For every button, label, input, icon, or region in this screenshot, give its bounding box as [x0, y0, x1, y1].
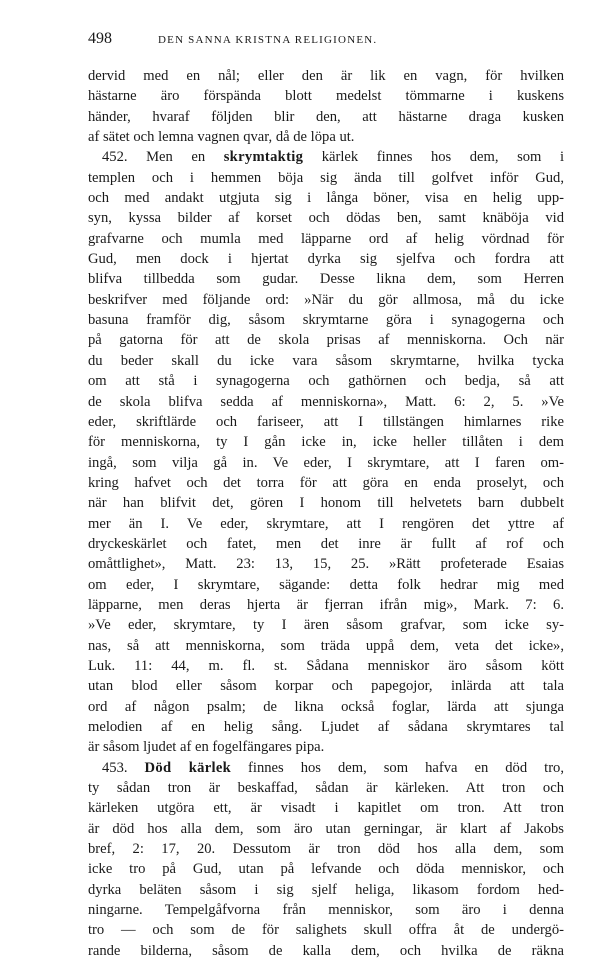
line-segment: 453. — [102, 759, 145, 776]
text-line: Gud, men dock i hjertat dyrka sig sjelfva och fordra att — [88, 251, 564, 268]
text-line: melodien af en helig sång. Ljudet af sådana skrymtares tal — [88, 719, 564, 735]
running-title: DEN SANNA KRISTNA RELIGIONEN. — [158, 34, 378, 46]
text-line: du beder skall du icke vara såsom skrymtarne, hvilka tycka — [88, 352, 564, 369]
text-line: är död hos alla dem, som äro utan gerningar, är klart af Jakobs — [88, 820, 564, 837]
text-line: nas, så att menniskorna, som träda uppå dem, veta det icke», — [88, 637, 564, 654]
text-line: hästarne äro förspända blott medelst tömmarne i kuskens — [88, 88, 564, 105]
text-line: ingå, som vilja gå in. Ve eder, I skrymtare, att I faren om- — [88, 454, 564, 471]
text-line: templen och i hemmen böja sig ända till golfvet inför Gud, — [88, 169, 564, 186]
text-line: och med andakt utgjuta sig i långa böner, visa en helig upp- — [88, 190, 564, 207]
text-line — [88, 758, 564, 778]
text-line: när han blifvit det, gören I honom till helvetets barn dubbelt — [88, 495, 564, 512]
text-line: ord af någon psalm; de likna också foglar, lärda att sjunga — [88, 698, 564, 715]
text-line: om eder, I skrymtare, sägande: detta folk hedrar mig med — [88, 576, 564, 593]
text-line: kärleken utgöra ett, är visadt i kapitlet om tron. Att tron — [88, 800, 564, 817]
text-line: bref, 2: 17, 20. Dessutom är tron död hos alla dem, som — [88, 841, 564, 858]
text-line: »Ve eder, skrymtare, ty I ären såsom grafvar, som icke sy- — [88, 617, 564, 634]
text-line: ningarne. Tempelgåfvorna från menniskor, som äro i denna — [88, 902, 564, 919]
text-line: mer än I. Ve eder, skrymtare, att I rengören det yttre af — [88, 515, 564, 532]
text-line: icke tro på Gud, utan på lefvande och döda menniskor, och — [88, 861, 564, 878]
text-line: läpparne, men deras hjerta är fjerran ifrån mig», Mark. 7: 6. — [88, 596, 564, 613]
text-line: dervid med en nål; eller den är lik en vagn, för hvilken — [88, 68, 564, 84]
text-line: af sätet och lemna vagnen qvar, då de löpa ut. — [88, 129, 355, 146]
text-line: dyrka beläten såsom i sig sjelf heliga, likasom fordom hed- — [88, 881, 564, 898]
text-line: utan blod eller såsom korpar och papegojor, inlärda att tala — [88, 678, 564, 695]
text-line: kring hafvet och det torra för att göra en enda proselyt, och — [88, 474, 564, 491]
section-keyword: skrymtaktig — [223, 149, 304, 166]
text-line: Luk. 11: 44, m. fl. st. Sådana menniskor äro såsom kött — [88, 657, 564, 674]
line-segment: 452. Men en — [102, 149, 224, 166]
line-segment: finnes hos dem, som hafva en död tro, — [231, 759, 564, 776]
text-line — [88, 147, 564, 167]
text-line: basuna framför dig, såsom skrymtarne göra i synagogerna och — [88, 312, 564, 329]
text-line: på gatorna för att de skola prisas af menniskorna. Och när — [88, 332, 564, 349]
text-line: syn, kyssa bilder af korset och dödas ben, samt knäböja vid — [88, 210, 564, 227]
text-line: är såsom ljudet af en fogelfängares pipa. — [88, 739, 325, 756]
section-keyword: Död kärlek — [144, 759, 232, 776]
text-line: beskrifver med följande ord: »När du gör allmosa, må du icke — [88, 291, 564, 308]
page-header — [88, 30, 564, 58]
page-number: 498 — [88, 30, 112, 47]
text-line: grafvarne och mumla med läpparne ord af helig vördnad för — [88, 230, 564, 247]
text-line: för menniskorna, ty I gån icke in, icke heller tillåten i dem — [88, 434, 564, 451]
text-line: tro — och som de för salighets skull offra åt de undergö- — [88, 922, 564, 939]
text-body — [88, 66, 564, 961]
text-line: omåttlighet», Matt. 23: 13, 15, 25. »Rätt profeterade Esaias — [88, 556, 564, 573]
text-line: om att stå i synagogerna och gathörnen och bedja, så att — [88, 373, 564, 390]
text-line: händer, hvaraf följden blir den, att hästarne draga kusken — [88, 108, 564, 125]
line-segment: kärlek finnes hos dem, som i — [303, 149, 564, 166]
text-line: blifva tillbedda som gudar. Desse likna dem, som Herren — [88, 271, 564, 288]
text-line: dryckeskärlet och fatet, men det inre är fullt af rof och — [88, 535, 564, 552]
text-line: rande bilderna, såsom de kalla dem, och hvilka de räkna — [88, 942, 564, 959]
text-line: eder, skriftlärde och fariseer, att I tillstängen himlarnes rike — [88, 413, 564, 430]
text-line: de skola blifva sedda af menniskorna», Matt. 6: 2, 5. »Ve — [88, 393, 564, 410]
text-line: ty sådan tron är beskaffad, sådan är kärleken. Att tron och — [88, 780, 564, 797]
